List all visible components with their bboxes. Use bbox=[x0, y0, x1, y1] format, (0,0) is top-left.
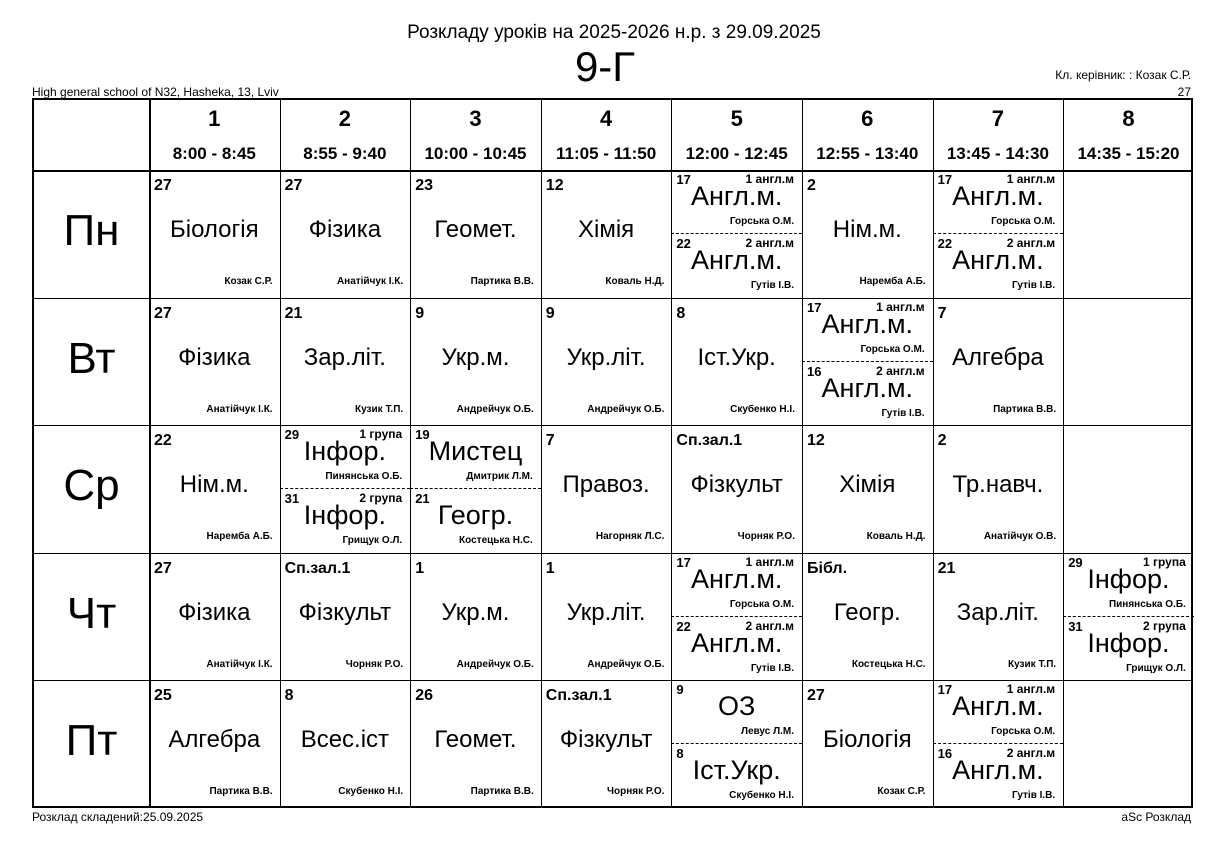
teacher-name: Горська О.М. bbox=[991, 726, 1056, 738]
period-number: 4 bbox=[599, 106, 613, 131]
lesson-cell[interactable] bbox=[541, 425, 672, 553]
subject-name: Біологія bbox=[169, 216, 259, 243]
subject-name: Англ.м. bbox=[690, 245, 783, 275]
lesson-half[interactable] bbox=[671, 234, 802, 297]
school-name: High general school of N32, Hasheka, 13, Lviv bbox=[32, 85, 279, 99]
period-time: 8:00 - 8:45 bbox=[172, 144, 256, 163]
lesson-cell[interactable] bbox=[280, 170, 411, 298]
period-header bbox=[802, 100, 933, 170]
created-date: Розклад складений:25.09.2025 bbox=[32, 810, 204, 824]
lesson-cell[interactable] bbox=[149, 298, 280, 426]
lesson-cell[interactable] bbox=[933, 170, 1064, 298]
teacher-name: Скубенко Н.І. bbox=[338, 786, 404, 798]
teacher-name: Андрейчук О.Б. bbox=[587, 658, 665, 670]
teacher-name: Грищук О.Л. bbox=[342, 535, 403, 547]
lesson-cell[interactable] bbox=[149, 170, 280, 298]
subject-name: Англ.м. bbox=[690, 563, 783, 594]
teacher-name: Чорняк Р.О. bbox=[345, 658, 404, 670]
group-label: 1 англ.м bbox=[745, 554, 794, 569]
room-number: 21 bbox=[415, 491, 430, 507]
period-time: 12:00 - 12:45 bbox=[685, 144, 788, 163]
subject-name: Геогр. bbox=[437, 500, 514, 531]
period-number: 8 bbox=[1122, 106, 1135, 131]
subject-name: Хімія bbox=[839, 471, 896, 499]
group-label: 2 група bbox=[1143, 618, 1186, 633]
room-number: 31 bbox=[284, 491, 300, 507]
period-time: 13:45 - 14:30 bbox=[946, 144, 1049, 163]
room-number: 9 bbox=[545, 304, 555, 322]
room-number: 7 bbox=[545, 432, 555, 450]
lesson-half[interactable] bbox=[671, 617, 802, 680]
room-number: 9 bbox=[415, 304, 425, 322]
lesson-cell[interactable] bbox=[410, 553, 541, 681]
period-number: 3 bbox=[469, 106, 482, 131]
teacher-name: Анатійчук І.К. bbox=[206, 403, 273, 415]
room-number: 17 bbox=[676, 554, 691, 570]
group-label: 2 англ.м bbox=[1006, 746, 1056, 761]
subject-name: Укр.м. bbox=[441, 598, 510, 626]
subject-name: Англ.м. bbox=[952, 181, 1044, 211]
teacher-name: Пинянська О.Б. bbox=[1108, 598, 1186, 610]
room-number: 25 bbox=[154, 687, 172, 705]
teacher-name: Андрейчук О.Б. bbox=[456, 403, 534, 415]
room-number: 9 bbox=[676, 682, 684, 698]
subject-name: Інфор. bbox=[303, 500, 386, 531]
room-number: 31 bbox=[1068, 618, 1083, 634]
teacher-name: Пинянська О.Б. bbox=[325, 471, 403, 483]
teacher-name: Наремба А.Б. bbox=[859, 276, 926, 287]
subject-name: Зар.літ. bbox=[956, 598, 1039, 626]
period-time: 10:00 - 10:45 bbox=[424, 144, 527, 163]
teacher-name: Партика В.В. bbox=[209, 786, 273, 798]
teacher-name: Коваль Н.Д. bbox=[605, 276, 665, 287]
subject-name: Іст.Укр. bbox=[692, 755, 781, 786]
lesson-cell[interactable] bbox=[933, 298, 1064, 426]
subject-name: Укр.літ. bbox=[566, 598, 646, 626]
period-number: 7 bbox=[991, 106, 1005, 131]
subject-name: Англ.м. bbox=[690, 181, 783, 211]
teacher-name: Кузик Т.П. bbox=[1008, 658, 1057, 670]
subject-name: ОЗ bbox=[718, 691, 756, 722]
room-number: 12 bbox=[545, 177, 564, 194]
timetable-grid bbox=[32, 98, 1193, 808]
teacher-name: Нагорняк Л.С. bbox=[595, 531, 665, 543]
subject-name: Фізкульт bbox=[559, 726, 653, 754]
group-label: 1 англ.м bbox=[1006, 172, 1056, 186]
group-divider bbox=[280, 488, 411, 489]
subject-name: Алгебра bbox=[168, 726, 261, 754]
subject-name: Фізика bbox=[178, 598, 251, 626]
lesson-cell[interactable] bbox=[149, 553, 280, 681]
subject-name: Англ.м. bbox=[952, 755, 1044, 786]
room-number: 7 bbox=[937, 304, 947, 322]
room-number: Бібл. bbox=[807, 559, 848, 577]
subject-name: Англ.м. bbox=[821, 372, 914, 403]
group-label: 1 група bbox=[359, 427, 403, 442]
teacher-name: Партика В.В. bbox=[470, 276, 534, 287]
subject-name: Геомет. bbox=[434, 726, 517, 754]
group-label: 2 англ.м bbox=[1006, 236, 1056, 250]
room-number: 29 bbox=[1068, 554, 1083, 570]
teacher-name: Горська О.М. bbox=[729, 216, 794, 227]
room-number: 27 bbox=[154, 177, 172, 194]
teacher-name: Анатійчук І.К. bbox=[336, 276, 404, 287]
subject-name: Біологія bbox=[822, 726, 912, 754]
room-number: 21 bbox=[937, 559, 956, 577]
subject-name: Всес.іст bbox=[300, 726, 390, 754]
teacher-name: Гутів І.В. bbox=[1012, 790, 1056, 802]
lesson-cell[interactable] bbox=[410, 680, 541, 808]
room-number: 16 bbox=[937, 746, 953, 762]
period-header bbox=[933, 100, 1064, 170]
teacher-name: Партика В.В. bbox=[470, 786, 534, 798]
room-number: 12 bbox=[807, 432, 825, 450]
day-label: Пн bbox=[63, 206, 120, 255]
period-header bbox=[410, 100, 541, 170]
lesson-cell[interactable] bbox=[933, 680, 1064, 808]
lesson-half[interactable] bbox=[671, 680, 802, 743]
room-number: 22 bbox=[154, 432, 172, 450]
room-number: 22 bbox=[937, 236, 953, 251]
lesson-half[interactable] bbox=[933, 680, 1064, 743]
lesson-cell[interactable] bbox=[933, 553, 1064, 681]
subject-name: Тр.навч. bbox=[952, 471, 1044, 499]
room-number: 27 bbox=[807, 687, 825, 705]
subject-name: Іст.Укр. bbox=[697, 343, 776, 371]
period-number: 5 bbox=[730, 106, 743, 131]
lesson-cell[interactable] bbox=[410, 425, 541, 553]
period-header bbox=[149, 100, 280, 170]
room-number: 27 bbox=[284, 177, 303, 194]
room-number: 17 bbox=[937, 172, 953, 187]
timetable-title: Розкладу уроків на 2025-2026 н.р. з 29.09.2025 bbox=[407, 22, 821, 43]
teacher-name: Костецька Н.С. bbox=[851, 658, 926, 670]
room-number: 8 bbox=[676, 746, 684, 762]
period-header bbox=[1063, 100, 1194, 170]
teacher-name: Гутів І.В. bbox=[750, 280, 794, 291]
subject-name: Англ.м. bbox=[821, 308, 914, 339]
lesson-cell[interactable] bbox=[541, 170, 672, 298]
room-number: 29 bbox=[284, 427, 300, 443]
day-label: Пт bbox=[65, 716, 118, 766]
period-number: 6 bbox=[861, 106, 874, 131]
room-number: 2 bbox=[937, 432, 947, 450]
lesson-cell[interactable] bbox=[280, 553, 411, 681]
lesson-cell[interactable] bbox=[541, 553, 672, 681]
teacher-name: Горська О.М. bbox=[860, 343, 925, 355]
group-label: 2 англ.м bbox=[745, 236, 794, 250]
lesson-cell[interactable] bbox=[802, 553, 933, 681]
lesson-half[interactable] bbox=[410, 425, 541, 488]
room-number: 17 bbox=[937, 682, 953, 698]
period-header bbox=[280, 100, 411, 170]
room-number: 26 bbox=[415, 687, 433, 705]
teacher-name: Гутів І.В. bbox=[1012, 280, 1056, 291]
teacher-name: Костецька Н.С. bbox=[459, 535, 533, 547]
lesson-cell[interactable] bbox=[280, 298, 411, 426]
period-time: 11:05 - 11:50 bbox=[555, 144, 657, 163]
period-header bbox=[671, 100, 802, 170]
subject-name: Інфор. bbox=[303, 436, 386, 467]
subject-name: Фізика bbox=[308, 216, 382, 243]
room-number: 8 bbox=[676, 304, 686, 322]
lesson-cell[interactable] bbox=[541, 680, 672, 808]
subject-name: Зар.літ. bbox=[303, 343, 386, 371]
day-label: Ср bbox=[63, 461, 120, 511]
group-label: 1 англ.м bbox=[1006, 682, 1056, 697]
subject-name: Англ.м. bbox=[690, 627, 783, 658]
subject-name: Правоз. bbox=[562, 471, 650, 499]
lesson-half[interactable] bbox=[671, 170, 802, 233]
subject-name: Фізкульт bbox=[690, 471, 783, 499]
teacher-name: Анатійчук О.В. bbox=[983, 531, 1057, 543]
room-number: 17 bbox=[676, 172, 691, 187]
lesson-cell[interactable] bbox=[671, 170, 802, 298]
period-number: 1 bbox=[208, 106, 221, 131]
teacher-name: Партика В.В. bbox=[993, 403, 1057, 415]
subject-name: Укр.літ. bbox=[566, 343, 646, 371]
room-number: 16 bbox=[807, 363, 822, 379]
day-label: Чт bbox=[66, 588, 117, 638]
lesson-half[interactable] bbox=[671, 553, 802, 616]
group-label: 2 група bbox=[359, 491, 403, 506]
class-teacher: Кл. керівник: : Козак С.Р. bbox=[1055, 68, 1191, 82]
period-number: 2 bbox=[338, 106, 352, 131]
room-number: Сп.зал.1 bbox=[676, 432, 743, 450]
teacher-name: Андрейчук О.Б. bbox=[587, 403, 665, 415]
subject-name: Англ.м. bbox=[952, 245, 1044, 275]
room-number: 22 bbox=[676, 236, 691, 251]
group-label: 1 англ.м bbox=[876, 299, 925, 314]
period-time: 14:35 - 15:20 bbox=[1077, 144, 1180, 163]
room-number: 21 bbox=[284, 304, 303, 322]
lesson-cell[interactable] bbox=[410, 298, 541, 426]
lesson-half[interactable] bbox=[280, 489, 411, 552]
lesson-cell[interactable] bbox=[541, 298, 672, 426]
lesson-half[interactable] bbox=[671, 744, 802, 807]
app-name: aSc Розклад bbox=[1121, 810, 1191, 824]
subject-name: Нім.м. bbox=[832, 216, 902, 243]
subject-name: Хімія bbox=[578, 216, 635, 243]
teacher-name: Козак С.Р. bbox=[224, 276, 273, 287]
room-number: Сп.зал.1 bbox=[284, 559, 351, 577]
room-number: 19 bbox=[415, 427, 430, 443]
teacher-name: Андрейчук О.Б. bbox=[456, 658, 534, 670]
group-divider bbox=[410, 488, 541, 489]
room-number: 1 bbox=[545, 559, 555, 577]
teacher-name: Дмитрик Л.М. bbox=[466, 471, 533, 483]
group-divider bbox=[671, 616, 802, 617]
teacher-name: Горська О.М. bbox=[729, 598, 794, 610]
room-number: 17 bbox=[807, 299, 822, 315]
subject-name: Геогр. bbox=[833, 598, 901, 626]
lesson-half[interactable] bbox=[410, 489, 541, 552]
lesson-cell[interactable] bbox=[280, 680, 411, 808]
lesson-cell[interactable] bbox=[671, 425, 802, 553]
lesson-cell[interactable] bbox=[671, 680, 802, 808]
subject-name: Геомет. bbox=[434, 216, 517, 243]
teacher-name: Гутів І.В. bbox=[750, 662, 794, 674]
lesson-half[interactable] bbox=[933, 234, 1064, 297]
lesson-half[interactable] bbox=[280, 425, 411, 488]
lesson-cell[interactable] bbox=[802, 425, 933, 553]
lesson-half[interactable] bbox=[933, 744, 1064, 807]
teacher-name: Гутів І.В. bbox=[881, 407, 925, 419]
lesson-cell[interactable] bbox=[410, 170, 541, 298]
lesson-cell[interactable] bbox=[671, 298, 802, 426]
teacher-name: Кузик Т.П. bbox=[355, 403, 404, 415]
column-divider bbox=[1063, 100, 1064, 806]
teacher-name: Наремба А.Б. bbox=[206, 531, 273, 543]
group-label: 1 група bbox=[1143, 554, 1186, 569]
period-time: 8:55 - 9:40 bbox=[303, 144, 387, 163]
room-number: 22 bbox=[676, 618, 691, 634]
lesson-cell[interactable] bbox=[280, 425, 411, 553]
lesson-half[interactable] bbox=[802, 298, 933, 361]
lesson-cell[interactable] bbox=[802, 170, 933, 298]
period-header bbox=[541, 100, 672, 170]
lesson-half[interactable] bbox=[1063, 617, 1194, 680]
room-number: Сп.зал.1 bbox=[545, 687, 612, 705]
lesson-cell[interactable] bbox=[149, 425, 280, 553]
group-divider bbox=[671, 233, 802, 234]
class-name: 9-Г bbox=[574, 43, 636, 90]
subject-name: Мистец bbox=[428, 436, 523, 467]
room-number: 27 bbox=[154, 559, 172, 577]
group-divider bbox=[933, 233, 1064, 234]
teacher-name: Козак С.Р. bbox=[877, 786, 926, 798]
group-divider bbox=[933, 743, 1064, 744]
teacher-name: Анатійчук І.К. bbox=[206, 658, 273, 670]
subject-name: Фізика bbox=[178, 343, 251, 371]
lesson-cell[interactable] bbox=[933, 425, 1064, 553]
subject-name: Нім.м. bbox=[179, 471, 249, 499]
group-label: 2 англ.м bbox=[745, 618, 794, 633]
group-divider bbox=[671, 743, 802, 744]
room-number: 27 bbox=[154, 304, 172, 322]
teacher-name: Горська О.М. bbox=[991, 216, 1056, 227]
lesson-cell[interactable] bbox=[1063, 553, 1194, 681]
teacher-name: Чорняк Р.О. bbox=[737, 531, 795, 543]
lesson-half[interactable] bbox=[933, 170, 1064, 233]
lesson-cell[interactable] bbox=[802, 298, 933, 426]
group-divider bbox=[802, 361, 933, 362]
group-label: 2 англ.м bbox=[876, 363, 925, 378]
group-label: 1 англ.м bbox=[745, 172, 794, 186]
subject-name: Укр.м. bbox=[441, 343, 510, 371]
subject-name: Фізкульт bbox=[298, 598, 392, 626]
period-time: 12:55 - 13:40 bbox=[816, 144, 919, 163]
homeroom-number: 27 bbox=[1177, 85, 1191, 99]
teacher-name: Грищук О.Л. bbox=[1126, 662, 1186, 674]
lesson-cell[interactable] bbox=[802, 680, 933, 808]
group-divider bbox=[1063, 616, 1194, 617]
teacher-name: Скубенко Н.І. bbox=[729, 790, 794, 802]
room-number: 8 bbox=[284, 687, 294, 705]
day-label: Вт bbox=[67, 333, 116, 383]
room-number: 23 bbox=[415, 177, 433, 194]
lesson-half[interactable] bbox=[1063, 553, 1194, 616]
teacher-name: Левус Л.М. bbox=[740, 726, 794, 738]
lesson-cell[interactable] bbox=[149, 680, 280, 808]
subject-name: Інфор. bbox=[1087, 627, 1170, 658]
subject-name: Інфор. bbox=[1087, 563, 1170, 594]
teacher-name: Скубенко Н.І. bbox=[730, 403, 795, 415]
teacher-name: Коваль Н.Д. bbox=[866, 531, 926, 543]
room-number: 2 bbox=[807, 177, 816, 194]
lesson-cell[interactable] bbox=[671, 553, 802, 681]
teacher-name: Чорняк Р.О. bbox=[606, 786, 665, 798]
subject-name: Алгебра bbox=[952, 343, 1044, 371]
room-number: 1 bbox=[415, 559, 425, 577]
lesson-half[interactable] bbox=[802, 362, 933, 425]
subject-name: Англ.м. bbox=[952, 691, 1044, 722]
